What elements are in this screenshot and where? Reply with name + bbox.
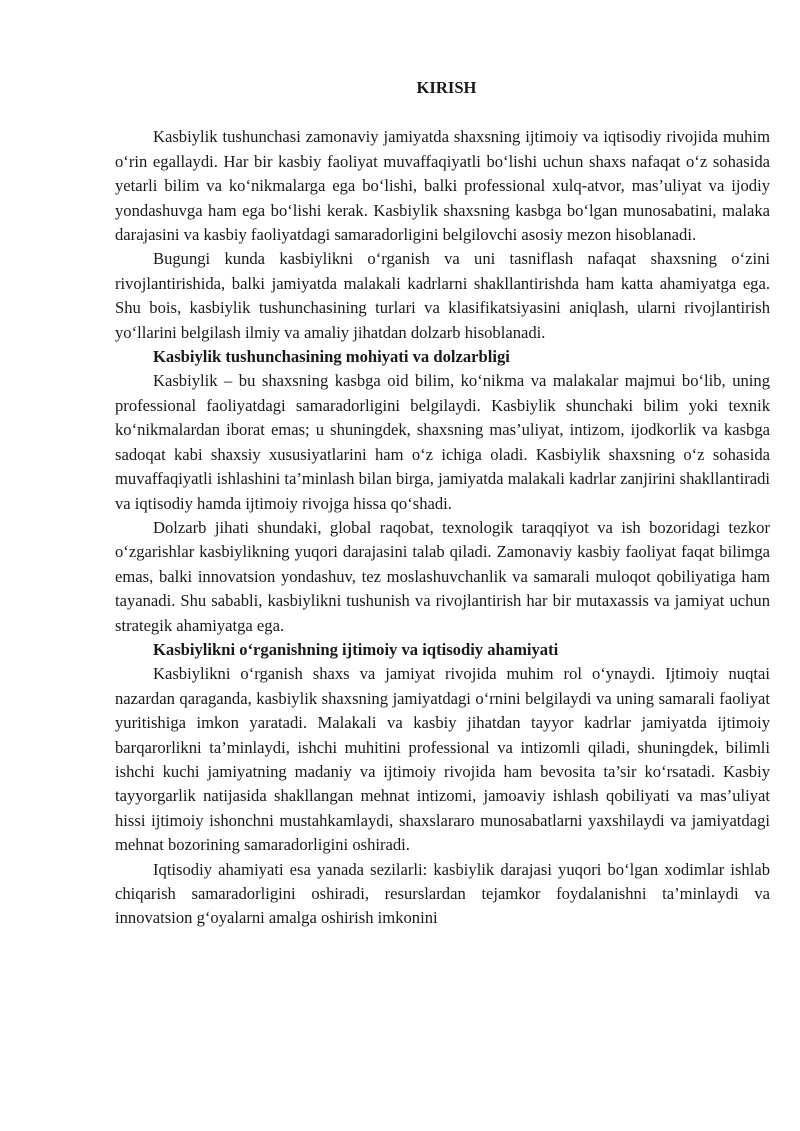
page-title: KIRISH (416, 78, 477, 97)
paragraph: Dolzarb jihati shundaki, global raqobat, texnologik taraqqiyot va ish bozoridagi tezkor o‘zgarishlar kasbiylikning yuqori darajasini talab qiladi. Zamonaviy kasbiy faoliyat faqat bilimga emas, balki innovatsion yondashuv, tez moslashuvchanlik va samarali muloqot qobiliyatiga ham tayanadi. Shu sababli, kasbiylikni tushunish va rivojlantirish har bir mutaxassis va jamiyat uchun strategik ahamiyatga ega. (115, 517, 770, 635)
paragraph: Kasbiylik – bu shaxsning kasbga oid bilim, ko‘nikma va malakalar majmui bo‘lib, uning professional faoliyatdagi samaradorligini belgilaydi. Kasbiylik shunchaki bilim yoki texnik ko‘nikmalardan iborat emas; u shuningdek, shaxsning mas’uliyat, intizom, ijodkorlik va kasbga sadoqat kabi shaxsiy xususiyatlarini ham o‘z ichiga oladi. Kasbiylik shaxsning o‘z sohasida muvaffaqiyatli ishlashini ta’minlash bilan birga, jamiyatda malakali kadrlar zanjirini shakllantiradi va iqtisodiy hamda ijtimoiy rivojga hissa qo‘shadi. (115, 371, 770, 513)
section-heading: Kasbiylikni o‘rganishning ijtimoiy va iqtisodiy ahamiyati (153, 639, 559, 659)
document-page (115, 76, 770, 931)
paragraph: Kasbiylik tushunchasi zamonaviy jamiyatda shaxsning ijtimoiy va iqtisodiy rivojida muhim o‘rin egallaydi. Har bir kasbiy faoliyat muvaffaqiyatli bo‘lishi uchun shaxs nafaqat o‘z sohasida yetarli bilim va ko‘nikmalarga ega bo‘lishi, balki professional xulq-atvor, mas’uliyat va ijodiy yondashuvga ham ega bo‘lishi kerak. Kasbiylik shaxsning kasbga bo‘lgan munosabatini, malaka darajasini va kasbiy faoliyatdagi samaradorligini belgilovchi asosiy mezon hisoblanadi. (115, 127, 770, 245)
paragraph: Kasbiylikni o‘rganish shaxs va jamiyat rivojida muhim rol o‘ynaydi. Ijtimoiy nuqtai nazardan qaraganda, kasbiylik shaxsning jamiyatdagi o‘rnini belgilaydi va uning samarali faoliyat yuritishiga imkon yaratadi. Malakali va kasbiy jihatdan tayyor kadrlar jamiyatda ijtimoiy barqarorlikni ta’minlaydi, ishchi muhitini professional va intizomli qiladi, shuningdek, bilimli ishchi kuchi jamiyatning madaniy va ijtimoiy rivojida ham bevosita ta’sir ko‘rsatadi. Kasbiy tayyorgarlik natijasida shakllangan mehnat intizomi, jamoaviy ishlash qobiliyati va mas’uliyat hissi ijtimoiy ishonchni mustahkamlaydi, shaxslararo munosabatlarni yaxshilaydi va jamiyatdagi mehnat bozorining samaradorligini oshiradi. (115, 664, 770, 855)
paragraph: Bugungi kunda kasbiylikni o‘rganish va uni tasniflash nafaqat shaxsning o‘zini rivojlantirishida, balki jamiyatda malakali kadrlarni shakllantirishda ham katta ahamiyatga ega. Shu bois, kasbiylik tushunchasining turlari va klasifikatsiyasini aniqlash, ularni rivojlantirish yo‘llarini belgilash ilmiy va amaliy jihatdan dolzarb hisoblanadi. (115, 249, 770, 342)
section-heading: Kasbiylik tushunchasining mohiyati va dolzarbligi (153, 347, 510, 367)
paragraph: Iqtisodiy ahamiyati esa yanada sezilarli: kasbiylik darajasi yuqori bo‘lgan xodimlar ishlab chiqarish samaradorligini oshiradi, resurslardan tejamkor foydalanishni ta’minlaydi va innovatsion g‘oyalarni amalga oshirish imkonini (115, 859, 770, 928)
